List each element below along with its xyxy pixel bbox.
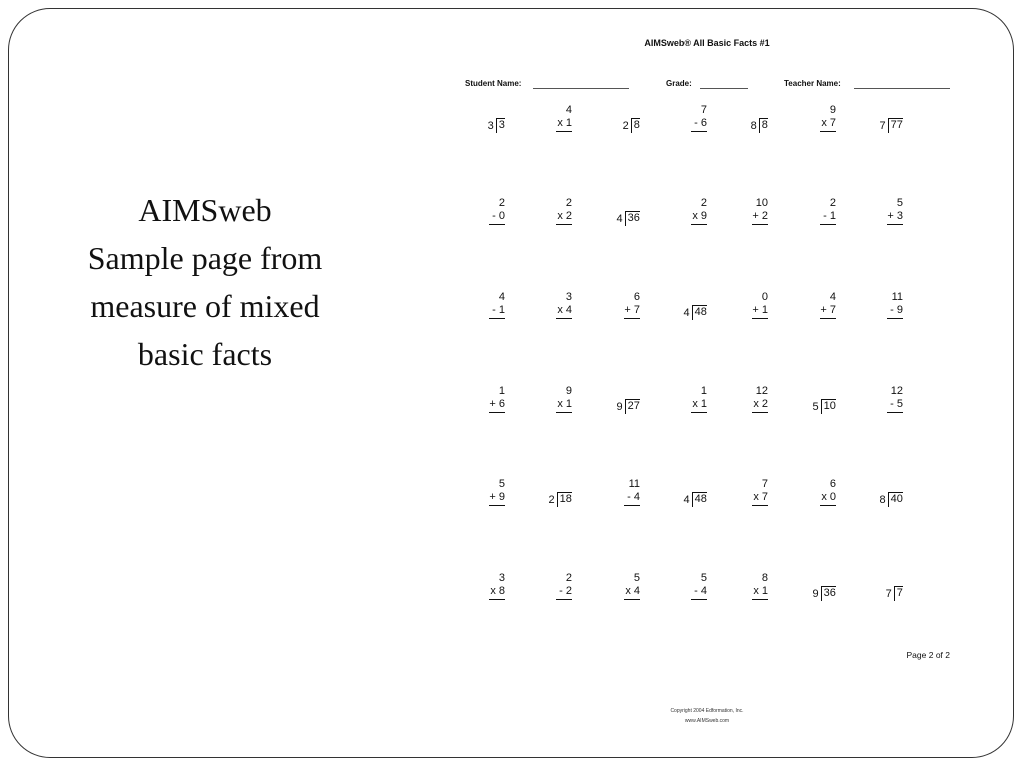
problem-bottom-operand: - 6	[691, 117, 707, 132]
problem-bottom-operand: x 1	[691, 398, 707, 413]
problem-bottom-operand: - 2	[556, 585, 572, 600]
dividend: 36	[625, 211, 640, 224]
problem-top-operand: 7	[700, 104, 707, 116]
student-name-label: Student Name:	[465, 79, 522, 88]
arithmetic-problem	[873, 385, 903, 413]
arithmetic-problem	[610, 291, 640, 319]
arithmetic-problem	[610, 572, 640, 600]
divisor: 2	[548, 494, 555, 506]
arithmetic-problem	[677, 104, 707, 132]
arithmetic-problem	[475, 385, 505, 413]
problem-top-operand: 6	[633, 291, 640, 303]
problem-top-operand: 4	[498, 291, 505, 303]
dividend: 40	[888, 492, 903, 505]
student-name-field	[465, 79, 635, 93]
problem-top-operand: 5	[700, 572, 707, 584]
page-number: Page 2 of 2	[906, 650, 950, 660]
problem-top-operand: 9	[829, 104, 836, 116]
arithmetic-problem	[542, 385, 572, 413]
arithmetic-problem	[677, 572, 707, 600]
grade-line	[700, 88, 748, 89]
dividend: 8	[631, 118, 640, 131]
arithmetic-problem	[542, 291, 572, 319]
arithmetic-problem	[677, 197, 707, 225]
slide-caption	[60, 186, 350, 378]
problem-bottom-operand: x 1	[752, 585, 768, 600]
divisor: 4	[616, 213, 623, 225]
divisor: 2	[622, 120, 629, 132]
problem-top-operand: 8	[761, 572, 768, 584]
dividend: 36	[821, 586, 836, 599]
problem-bottom-operand: x 2	[556, 210, 572, 225]
teacher-name-field	[784, 79, 954, 93]
dividend: 3	[496, 118, 505, 131]
problem-top-operand: 3	[498, 572, 505, 584]
dividend: 7	[894, 586, 903, 599]
dividend: 10	[821, 399, 836, 412]
problem-top-operand: 5	[896, 197, 903, 209]
arithmetic-problem	[738, 385, 768, 413]
problem-bottom-operand: x 4	[624, 585, 640, 600]
problem-bottom-operand: + 1	[752, 304, 768, 319]
caption-line: basic facts	[137, 336, 273, 372]
problem-bottom-operand: x 7	[820, 117, 836, 132]
arithmetic-problem	[542, 104, 572, 132]
copyright-text: Copyright 2004 Edformation, Inc.	[670, 708, 744, 714]
problem-top-operand: 10	[755, 197, 768, 209]
arithmetic-problem	[738, 197, 768, 225]
arithmetic-problem	[738, 478, 768, 506]
problem-top-operand: 0	[761, 291, 768, 303]
problem-bottom-operand: - 9	[887, 304, 903, 319]
problem-bottom-operand: x 1	[556, 117, 572, 132]
problem-bottom-operand: - 4	[691, 585, 707, 600]
arithmetic-problem	[806, 197, 836, 225]
arithmetic-problem	[806, 291, 836, 319]
arithmetic-problem	[873, 291, 903, 319]
problem-top-operand: 2	[498, 197, 505, 209]
problem-top-operand: 2	[565, 572, 572, 584]
problem-top-operand: 11	[891, 291, 903, 303]
problem-bottom-operand: + 7	[820, 304, 836, 319]
arithmetic-problem	[542, 572, 572, 600]
divisor: 3	[487, 120, 494, 132]
problem-top-operand: 2	[565, 197, 572, 209]
problem-bottom-operand: x 8	[489, 585, 505, 600]
teacher-name-label: Teacher Name:	[784, 79, 841, 88]
student-name-line	[533, 88, 629, 89]
problem-top-operand: 5	[633, 572, 640, 584]
dividend: 27	[625, 399, 640, 412]
website-text: www.AIMSweb.com	[684, 718, 730, 724]
divisor: 7	[879, 120, 886, 132]
problem-bottom-operand: + 2	[752, 210, 768, 225]
arithmetic-problem	[806, 104, 836, 132]
problem-bottom-operand: - 4	[624, 491, 640, 506]
grade-field	[666, 79, 756, 93]
divisor: 4	[683, 307, 690, 319]
dividend: 8	[759, 118, 768, 131]
caption-line: Sample page from	[87, 240, 323, 276]
problem-top-operand: 6	[829, 478, 836, 490]
problem-top-operand: 2	[829, 197, 836, 209]
problem-bottom-operand: x 7	[752, 491, 768, 506]
problem-bottom-operand: + 7	[624, 304, 640, 319]
problem-top-operand: 5	[498, 478, 505, 490]
arithmetic-problem	[738, 572, 768, 600]
divisor: 8	[750, 120, 757, 132]
arithmetic-problem	[806, 478, 836, 506]
problem-bottom-operand: - 0	[489, 210, 505, 225]
problem-bottom-operand: + 9	[489, 491, 505, 506]
problem-top-operand: 9	[565, 385, 572, 397]
problem-top-operand: 2	[700, 197, 707, 209]
problem-bottom-operand: x 1	[556, 398, 572, 413]
divisor: 9	[812, 588, 819, 600]
problem-bottom-operand: x 9	[691, 210, 707, 225]
dividend: 77	[888, 118, 903, 131]
problem-bottom-operand: - 5	[887, 398, 903, 413]
caption-line: measure of mixed	[90, 288, 320, 324]
dividend: 48	[692, 305, 707, 318]
arithmetic-problem	[475, 291, 505, 319]
arithmetic-problem	[542, 197, 572, 225]
arithmetic-problem	[475, 478, 505, 506]
problem-bottom-operand: x 0	[820, 491, 836, 506]
arithmetic-problem	[873, 197, 903, 225]
teacher-name-line	[854, 88, 950, 89]
divisor: 4	[683, 494, 690, 506]
arithmetic-problem	[610, 478, 640, 506]
divisor: 8	[879, 494, 886, 506]
worksheet-title: AIMSweb® All Basic Facts #1	[644, 38, 770, 48]
problem-bottom-operand: + 3	[887, 210, 903, 225]
problem-bottom-operand: x 4	[556, 304, 572, 319]
problem-bottom-operand: + 6	[489, 398, 505, 413]
problem-bottom-operand: - 1	[820, 210, 836, 225]
caption-line: AIMSweb	[138, 192, 272, 228]
problem-top-operand: 11	[628, 478, 640, 490]
problem-top-operand: 4	[829, 291, 836, 303]
slide-frame	[8, 8, 1014, 758]
divisor: 7	[885, 588, 892, 600]
problem-top-operand: 7	[761, 478, 768, 490]
arithmetic-problem	[475, 197, 505, 225]
problem-top-operand: 1	[700, 385, 707, 397]
dividend: 48	[692, 492, 707, 505]
problem-top-operand: 12	[755, 385, 768, 397]
problem-bottom-operand: x 2	[752, 398, 768, 413]
arithmetic-problem	[677, 385, 707, 413]
problem-top-operand: 12	[890, 385, 903, 397]
arithmetic-problem	[738, 291, 768, 319]
grade-label: Grade:	[666, 79, 692, 88]
divisor: 5	[812, 401, 819, 413]
problem-bottom-operand: - 1	[489, 304, 505, 319]
dividend: 18	[557, 492, 572, 505]
arithmetic-problem	[475, 572, 505, 600]
divisor: 9	[616, 401, 623, 413]
problem-top-operand: 3	[565, 291, 572, 303]
problem-top-operand: 4	[565, 104, 572, 116]
problem-top-operand: 1	[498, 385, 505, 397]
